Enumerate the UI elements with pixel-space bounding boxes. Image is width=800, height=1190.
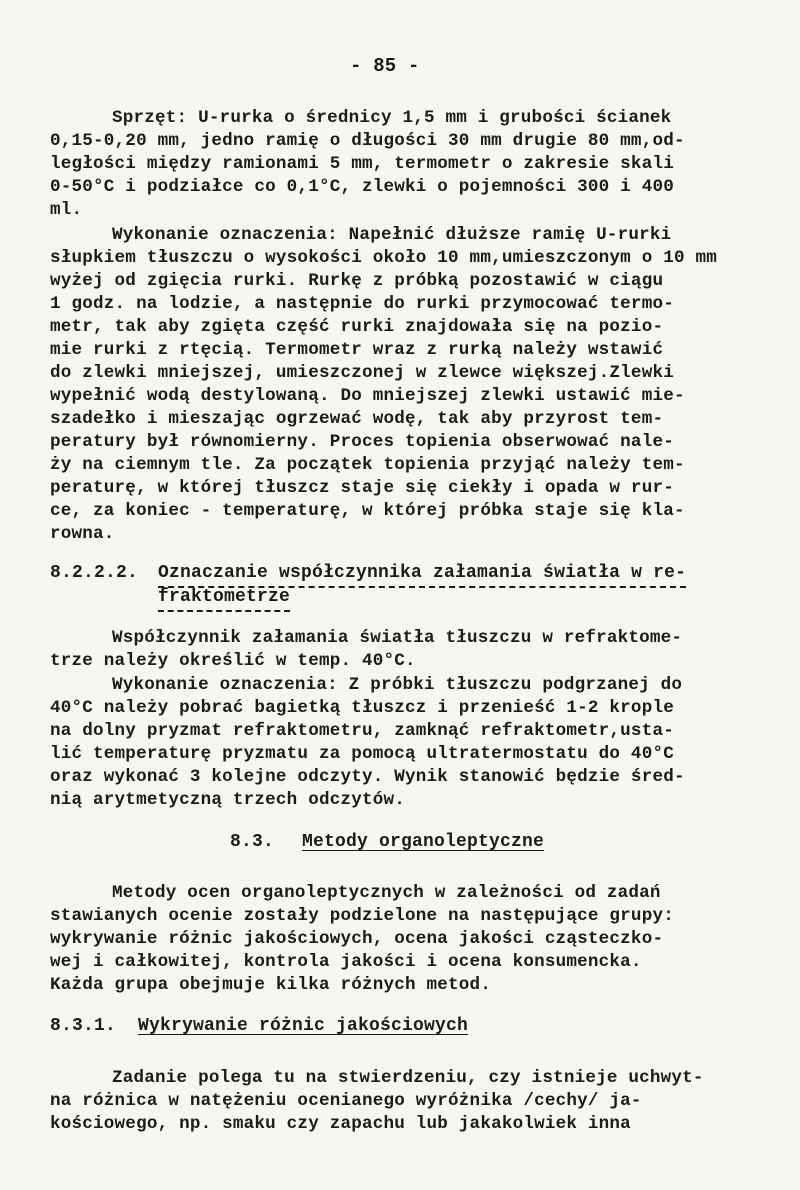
sprzet-line-5: ml. (50, 200, 83, 220)
metody-line-1: Metody ocen organoleptycznych w zależności od zadań (112, 883, 661, 903)
wykonanie1-line-1: Wykonanie oznaczenia: Napełnić dłuższe ramię U-rurki (112, 225, 672, 245)
sprzet-line-3: ległości między ramionami 5 mm, termometr o zakresie skali (50, 154, 674, 174)
wykonanie2-line-2: 40°C należy pobrać bagietką tłuszcz i przenieść 1-2 krople (50, 698, 674, 718)
wykonanie2-line-5: oraz wykonać 3 kolejne odczyty. Wynik stanowić będzie śred- (50, 767, 685, 787)
wykonanie1-line-14: rowna. (50, 524, 115, 544)
wykonanie1-line-3: wyżej od zgięcia rurki. Rurkę z próbką pozostawić w ciągu (50, 271, 664, 291)
wykonanie1-line-9: szadełko i mieszając ogrzewać wodę, tak aby przyrost tem- (50, 409, 664, 429)
section-number-831: 8.3.1. (50, 1016, 117, 1036)
wykonanie1-line-4: 1 godz. na lodzie, a następnie do rurki przymocować termo- (50, 294, 674, 314)
metody-line-3: wykrywanie różnic jakościowych, ocena jakości cząsteczko- (50, 929, 664, 949)
wykonanie2-line-1: Wykonanie oznaczenia: Z próbki tłuszczu podgrzanej do (112, 675, 683, 695)
sprzet-line-4: 0-50°C i podziałce co 0,1°C, zlewki o pojemności 300 i 400 (50, 177, 674, 197)
zadanie-line-2: na różnica w natężeniu ocenianego wyróżnika /cechy/ ja- (50, 1091, 642, 1111)
wykonanie1-line-12: peraturę, w której tłuszcz staje się ciekły i opada w rur- (50, 478, 674, 498)
section-title-83: Metody organoleptyczne (302, 832, 545, 852)
sprzet-line-1: Sprzęt: U-rurka o średnicy 1,5 mm i grubości ścianek (112, 108, 672, 128)
wykonanie2-line-4: lić temperaturę pryzmatu za pomocą ultratermostatu do 40°C (50, 744, 674, 764)
wykonanie1-line-2: słupkiem tłuszczu o wysokości około 10 mm,umieszczonym o 10 mm (50, 248, 717, 268)
metody-line-5: Każda grupa obejmuje kilka różnych metod. (50, 975, 492, 995)
wykonanie2-line-3: na dolny pryzmat refraktometru, zamknąć refraktometr,usta- (50, 721, 674, 741)
wykonanie1-line-6: mie rurki z rtęcią. Termometr wraz z rurką należy wstawić (50, 340, 664, 360)
wykonanie2-line-6: nią arytmetyczną trzech odczytów. (50, 790, 406, 810)
wspolczynnik-line-1: Współczynnik załamania światła tłuszczu w refraktome- (112, 628, 683, 648)
wykonanie1-line-5: metr, tak aby zgięta część rurki znajdowała się na pozio- (50, 317, 664, 337)
zadanie-line-1: Zadanie polega tu na stwierdzeniu, czy istnieje uchwyt- (112, 1068, 704, 1088)
wykonanie1-line-7: do zlewki mniejszej, umieszczonej w zlewce większej.Zlewki (50, 363, 674, 383)
wykonanie1-line-13: ce, za koniec - temperaturę, w której próbka staje się kla- (50, 501, 685, 521)
wykonanie1-line-10: peratury był równomierny. Proces topienia obserwować nale- (50, 432, 674, 452)
section-title-8222-line-2: fraktometrze (158, 585, 290, 612)
metody-line-2: stawianych ocenie zostały podzielone na następujące grupy: (50, 906, 674, 926)
wykonanie1-line-11: ży na ciemnym tle. Za początek topienia przyjąć należy tem- (50, 455, 685, 475)
section-number-8222: 8.2.2.2. (50, 563, 139, 583)
section-title-831: Wykrywanie różnic jakościowych (138, 1016, 469, 1036)
sprzet-line-2: 0,15-0,20 mm, jedno ramię o długości 30 mm drugie 80 mm,od- (50, 131, 685, 151)
wykonanie1-line-8: wypełnić wodą destylowaną. Do mniejszej zlewki ustawić mie- (50, 386, 685, 406)
page-number: - 85 - (350, 55, 420, 77)
section-number-83: 8.3. (230, 832, 275, 852)
section-title-8222-line-1: Oznaczanie współczynnika załamania światła w re- (158, 561, 686, 588)
wspolczynnik-line-2: trze należy określić w temp. 40°C. (50, 651, 416, 671)
zadanie-line-3: kościowego, np. smaku czy zapachu lub jakakolwiek inna (50, 1114, 631, 1134)
metody-line-4: wej i całkowitej, kontrola jakości i ocena konsumencka. (50, 952, 642, 972)
